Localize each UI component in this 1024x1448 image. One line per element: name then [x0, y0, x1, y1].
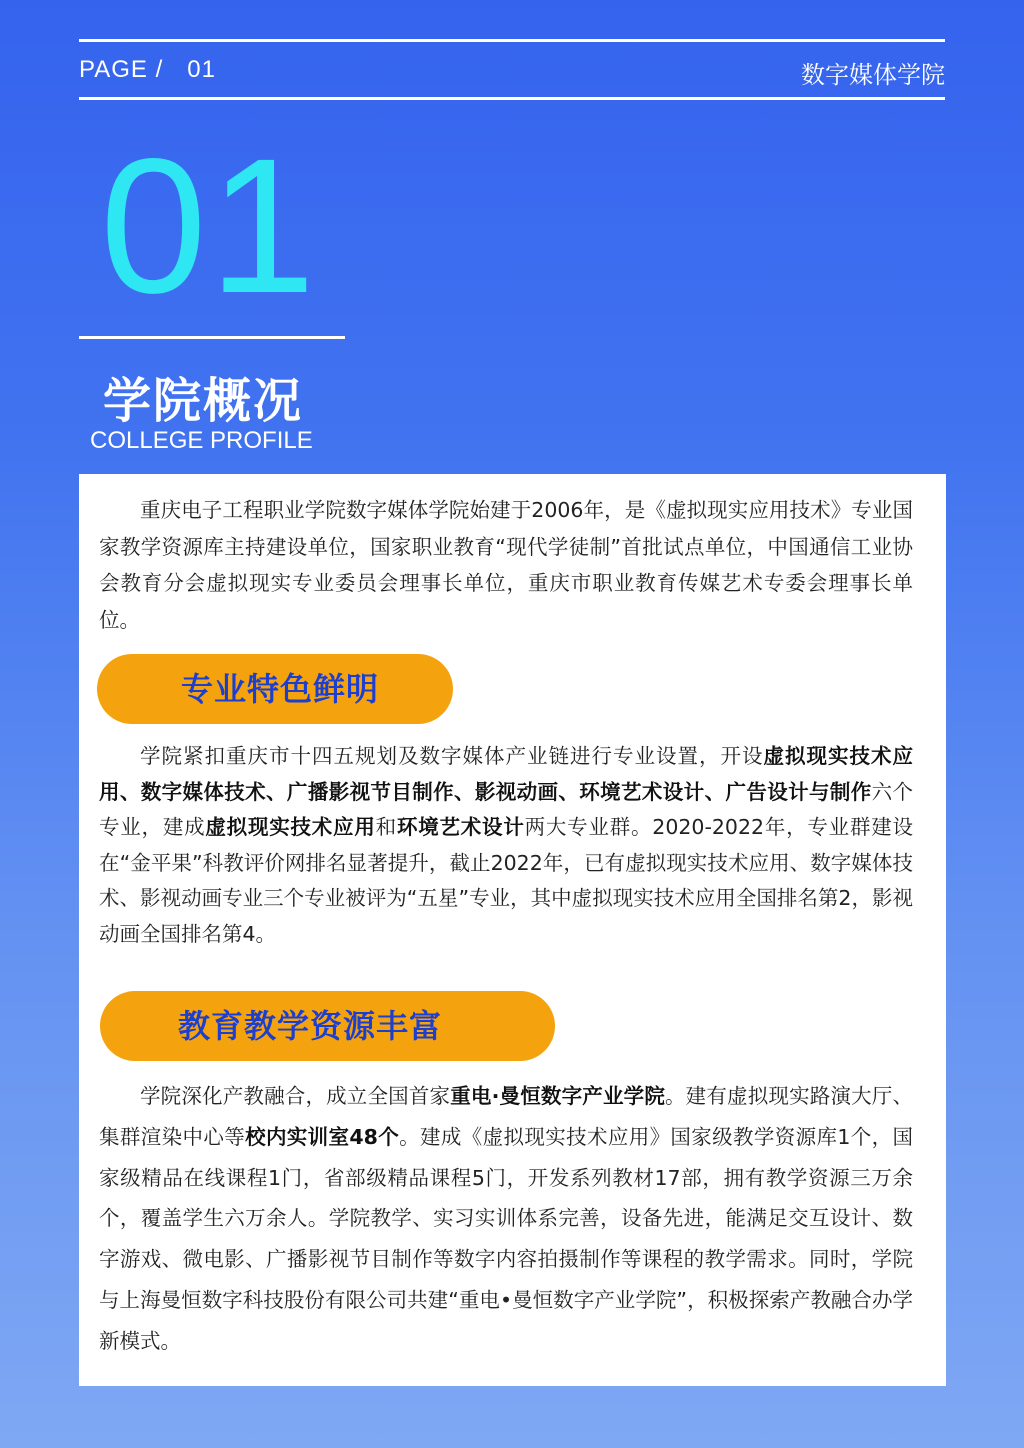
feature2-heading-pill: [100, 991, 555, 1061]
feature2-text-1: 学院深化产教融合，成立全国首家: [140, 1084, 451, 1108]
feature2-highlight-academy: 重电·曼恒数字产业学院: [450, 1084, 665, 1108]
section-title: 学院概况: [103, 373, 304, 429]
feature1-text-2: 六个专业，建成: [99, 779, 914, 839]
feature1-text-3: 和: [375, 815, 397, 839]
feature1-highlight-vr: 虚拟现实技术应用: [205, 815, 376, 839]
content-card: [79, 474, 946, 1386]
feature1-text-1: 学院紧扣重庆市十四五规划及数字媒体产业链进行专业设置，开设: [140, 744, 764, 768]
page-indicator: [79, 56, 216, 84]
feature2-text-2: 。建有虚拟现实路演大厅、集群渲染中心等: [99, 1084, 913, 1149]
page-label: PAGE /: [79, 56, 164, 83]
section-subtitle: COLLEGE PROFILE: [90, 427, 313, 454]
feature2-paragraph: [99, 1076, 913, 1362]
feature2-heading: 教育教学资源丰富: [178, 1007, 443, 1045]
feature1-heading-pill: [97, 654, 453, 724]
feature1-heading: 专业特色鲜明: [181, 670, 380, 708]
feature1-paragraph: [99, 739, 913, 952]
feature1-highlight-majors: 虚拟现实技术应用、数字媒体技术、广播影视节目制作、影视动画、环境艺术设计、广告设计与制作: [99, 744, 913, 804]
feature2-text-3: 。建成《虚拟现实技术应用》国家级教学资源库1个，国家级精品在线课程1门，省部级精品课程5门，开发系列教材17部，拥有教学资源三万余个，覆盖学生六万余人。学院教学、实习实训体系完善，设备先进，能满足交互设计、数字游戏、微电影、广播影视节目制作等数字内容拍摄制作等课程的教学需求。同时，学院与上海曼恒数字科技股份有限公司共建“重电•曼恒数字产业学院”，积极探索产教融合办学新模式。: [99, 1124, 914, 1353]
section-title-rule: [79, 336, 345, 339]
feature1-text-4: 两大专业群。2020-2022年，专业群建设在“金平果”科教评价网排名显著提升，截止2022年，已有虚拟现实技术应用、数字媒体技术、影视动画专业三个专业被评为“五星”专业，其中虚拟现实技术应用全国排名第2，影视动画全国排名第4。: [99, 815, 914, 946]
section-number: 01: [100, 118, 318, 333]
college-name: 数字媒体学院: [801, 61, 945, 89]
feature2-highlight-labs: 校内实训室48个: [245, 1124, 400, 1149]
header-bottom-rule: [79, 97, 945, 100]
page-number: 01: [187, 56, 216, 83]
intro-paragraph: 重庆电子工程职业学院数字媒体学院始建于2006年，是《虚拟现实应用技术》专业国家教学资源库主持建设单位，国家职业教育“现代学徒制”首批试点单位，中国通信工业协会教育分会虚拟现实专业委员会理事长单位，重庆市职业教育传媒艺术专委会理事长单位。: [99, 498, 913, 632]
feature1-highlight-env: 环境艺术设计: [396, 815, 525, 839]
header-top-rule: [79, 39, 945, 42]
